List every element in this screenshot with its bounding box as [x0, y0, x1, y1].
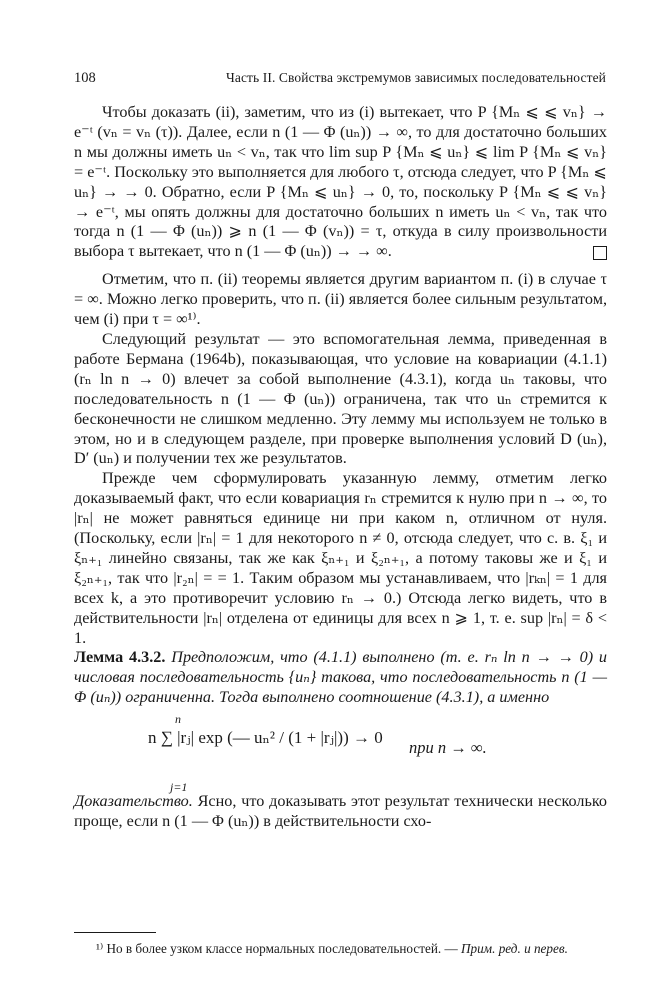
lemma-statement — [74, 648, 607, 708]
proof-heading: Доказательство. — [74, 792, 193, 811]
paragraph-text: Чтобы доказать (ii), заметим, что из (i) вытекает, что P {Mₙ ⩽ ⩽ vₙ} → e⁻ᵗ (vₙ = vₙ (τ)). Далее, если n (1 — Φ (uₙ)) → ∞, то для достаточно больших n мы должны иметь uₙ < vₙ, так что lim sup P {Mₙ ⩽ uₙ} ⩽ lim P {Mₙ ⩽ vₙ} = e⁻ᵗ. Поскольку это выполняется для любого τ, отсюда следует, что P {Mₙ ⩽ uₙ} → → 0. Обратно, если P {Mₙ ⩽ uₙ} → 0, то, поскольку P {Mₙ ⩽ ⩽ vₙ} → e⁻ᵗ, мы опять должны для достаточно больших n иметь uₙ < vₙ, так что тогда n (1 — Φ (uₙ)) ⩾ n (1 — Φ (vₙ)) = τ, откуда в силу произвольности выбора τ вытекает, что n (1 — Φ (uₙ)) → → ∞. — [74, 103, 607, 261]
sum-upper-limit: n — [175, 712, 181, 727]
footnote-text: ¹⁾ Но в более узком классе нормальных последовательностей. — — [96, 941, 458, 956]
running-title: Часть II. Свойства экстремумов зависимых последовательностей — [225, 70, 606, 85]
formula-expression: n ∑ |rⱼ| exp (— uₙ² / (1 + |rⱼ|)) → 0 — [148, 728, 383, 748]
display-formula — [74, 710, 607, 795]
paragraph-berman: Следующий результат — это вспомогательная лемма, приведенная в работе Бермана (1964b), показывающая, что условие на ковариации (4.1.1) (rₙ ln n → 0) влечет за собой выполнение (4.3.1), когда uₙ таковы, что последовательность n (1 — Φ (uₙ)) ограничена, так что uₙ стремится к бесконечности не слишком медленно. Эту лемму мы используем не только в этом, но и в следующем разделе, при проверке выполнения условий D (uₙ), D′ (uₙ) и получении тех же результатов. — [74, 329, 607, 468]
lemma-heading: Лемма 4.3.2. — [74, 648, 166, 667]
formula-condition: при n → ∞. — [409, 738, 487, 758]
footnote-separator — [74, 932, 156, 933]
running-header — [74, 70, 606, 87]
paragraph-covariance: Прежде чем сформулировать указанную лемму, отметим легко доказываемый факт, что если ковариация rₙ стремится к нулю при n → ∞, то |rₙ| не может равняться единице ни при каком n, отличном от нуля. (Поскольку, если |rₙ| = 1 для некоторого n ≠ 0, отсюда следует, что с. в. ξ₁ и ξₙ₊₁ линейно связаны, так же как ξₙ₊₁ и ξ₂ₙ₊₁, а потому таковы же и ξ₁ и ξ₂ₙ₊₁, так что |r₂ₙ| = = 1. Таким образом мы устанавливаем, что |rₖₙ| = 1 для всех k, а это противоречит условию rₙ → 0.) Отсюда легко видеть, что в действительности |rₙ| отделена от единицы для всех n ⩾ 1, т. е. sup |rₙ| = δ < 1. — [74, 469, 607, 647]
proof-paragraph — [74, 792, 607, 832]
qed-square-icon — [593, 246, 607, 260]
sum-lower-limit: j=1 — [170, 780, 188, 795]
proof-text: Ясно, что доказывать этот результат технически несколько проще, если n (1 — Φ (uₙ)) в действительности схо- — [74, 792, 607, 831]
footnote — [74, 940, 607, 957]
page-number: 108 — [74, 70, 96, 86]
paragraph-remark: Отметим, что п. (ii) теоремы является другим вариантом п. (i) в случае τ = ∞. Можно легко проверить, что п. (ii) является более сильным результатом, чем (i) при τ = ∞¹⁾. — [74, 270, 607, 329]
main-text — [74, 103, 607, 832]
paragraph-proof-ii — [74, 103, 607, 262]
footnote-note: Прим. ред. и перев. — [460, 941, 568, 956]
lemma-text: Предположим, что (4.1.1) выполнено (т. е. rₙ ln n → → 0) и числовая последовательность {uₙ} такова, что последовательность n (1 — Φ (uₙ)) ограниченна. Тогда выполнено соотношение (4.3.1), а именно — [74, 648, 608, 707]
